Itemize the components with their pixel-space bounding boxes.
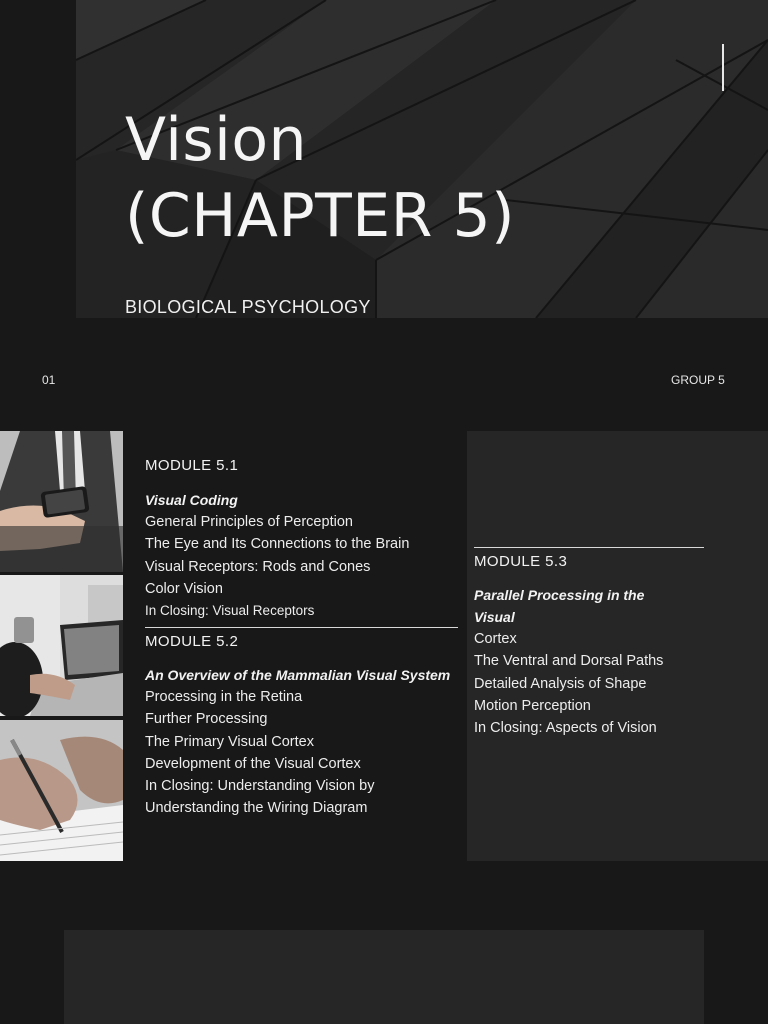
list-item: Cortex (474, 631, 517, 647)
list-item: In Closing: Aspects of Vision (474, 720, 657, 737)
pen-writing-photo (0, 720, 123, 861)
list-item: In Closing: Visual Receptors (145, 603, 315, 619)
page-number: 01 (42, 373, 56, 387)
list-item: Processing in the Retina (145, 689, 303, 705)
module-5-2-subtitle: An Overview of the Mammalian Visual System (145, 667, 451, 683)
subject-label: BIOLOGICAL PSYCHOLOGY (125, 297, 371, 317)
list-item: Motion Perception (474, 697, 591, 714)
title-line-2: (CHAPTER 5) (125, 181, 516, 251)
module-5-3-heading: MODULE 5.3 (474, 553, 568, 570)
module-5-1-heading: MODULE 5.1 (145, 457, 239, 474)
list-item: Development of the Visual Cortex (145, 755, 361, 772)
module-5-2-topics (145, 686, 374, 820)
module-5-3-topics (474, 628, 663, 739)
laptop-typing-photo (0, 575, 123, 716)
list-item: Visual Receptors: Rods and Cones (145, 558, 371, 575)
businessman-phone-photo (0, 431, 123, 572)
list-item: The Primary Visual Cortex (145, 733, 314, 750)
list-item: Further Processing (145, 711, 268, 728)
bottom-panel (64, 930, 704, 1024)
module-5-2-divider (145, 627, 458, 628)
hero-accent-line (722, 44, 724, 91)
module-5-3-divider (474, 547, 704, 548)
list-item: The Ventral and Dorsal Paths (474, 653, 664, 670)
list-item: General Principles of Perception (145, 514, 353, 530)
page-title (125, 102, 515, 254)
list-item: In Closing: Understanding Vision by (145, 778, 375, 795)
module-5-3-subtitle-line-2: Visual (474, 609, 515, 625)
module-5-1-subtitle: Visual Coding (145, 492, 238, 508)
module-5-2-heading: MODULE 5.2 (145, 633, 239, 650)
module-5-1-topics (145, 511, 409, 622)
list-item: Understanding the Wiring Diagram (145, 800, 368, 817)
title-line-1: Vision (125, 105, 308, 175)
list-item: Detailed Analysis of Shape (474, 675, 647, 692)
module-5-3-subtitle-line-1: Parallel Processing in the (474, 587, 645, 603)
list-item: Color Vision (145, 580, 223, 597)
list-item: The Eye and Its Connections to the Brain (145, 536, 410, 553)
group-label: GROUP 5 (671, 373, 725, 387)
